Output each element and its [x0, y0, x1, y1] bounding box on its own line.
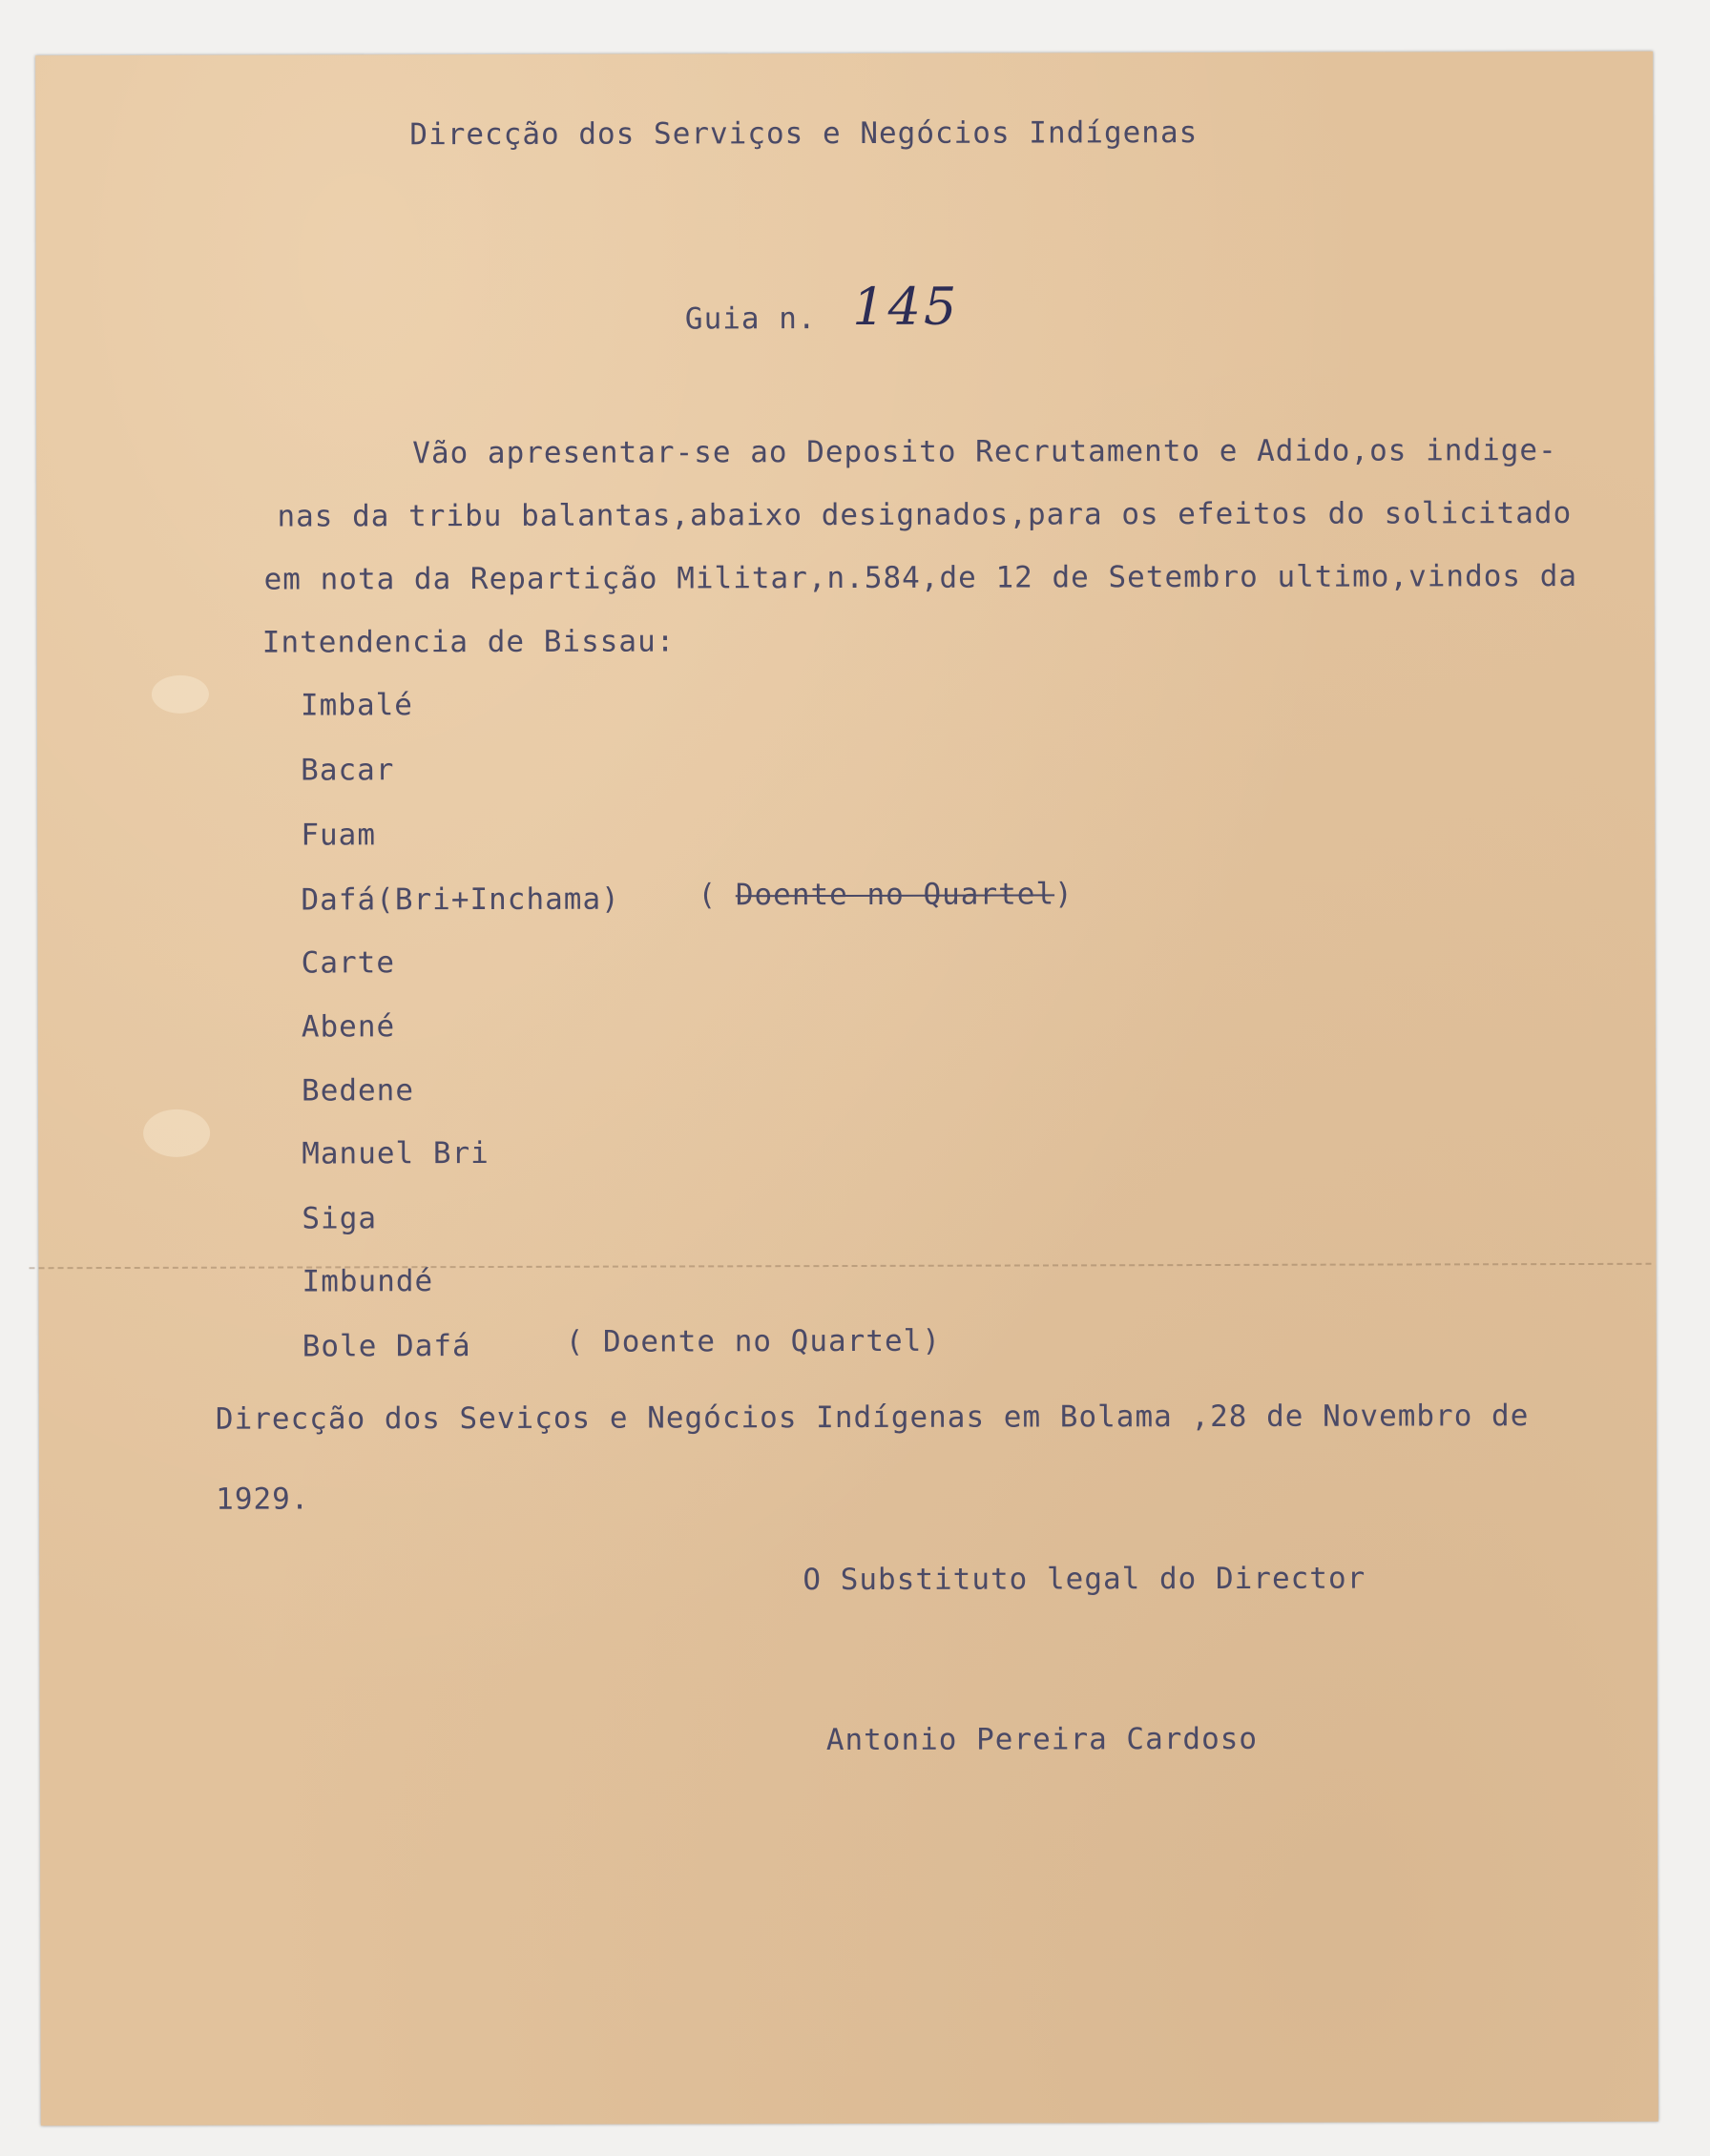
- body-line-1: Vão apresentar-se ao Deposito Recrutamento e Adido,os indige-: [412, 433, 1557, 471]
- name-list-item: Bole Dafá: [302, 1329, 471, 1364]
- document-heading: Direcção dos Serviços e Negócios Indígenas: [409, 115, 1199, 153]
- note-struck-text: Doente no Quartel: [735, 877, 1055, 913]
- guia-line: [684, 276, 960, 342]
- paper-fold-line: [29, 1263, 1651, 1269]
- closing-year: 1929.: [216, 1482, 310, 1517]
- note-close-paren: ): [1054, 877, 1074, 912]
- name-list-item: Carte: [301, 945, 396, 981]
- name-list-item: Imbalé: [300, 688, 413, 723]
- name-list-item: Abené: [301, 1009, 396, 1045]
- body-line-2: nas da tribu balantas,abaixo designados,para os efeitos do solicitado: [277, 496, 1573, 534]
- body-line-4: Intendencia de Bissau:: [261, 624, 676, 660]
- name-list-item: Fuam: [301, 818, 377, 853]
- paper-smudge: [152, 675, 209, 714]
- name-list-item: Dafá(Bri+Inchama): [301, 881, 620, 918]
- name-list-item: Imbundé: [302, 1264, 434, 1299]
- name-list-item: Bacar: [301, 753, 395, 788]
- note-bole: ( Doente no Quartel): [565, 1323, 942, 1359]
- guia-label: Guia n.: [684, 301, 817, 337]
- body-line-3: em nota da Repartição Militar,n.584,de 12 de Setembro ultimo,vindos da: [263, 558, 1578, 597]
- name-list-item: Bedene: [301, 1073, 415, 1109]
- signature-name: Antonio Pereira Cardoso: [825, 1721, 1259, 1758]
- guia-number-handwritten: 145: [852, 276, 960, 337]
- document-page: [35, 52, 1658, 2125]
- name-list-item: Manuel Bri: [302, 1135, 490, 1171]
- name-list-item: Siga: [302, 1201, 378, 1236]
- note-dafa: [698, 877, 1073, 912]
- signature-title: O Substituto legal do Director: [803, 1561, 1366, 1598]
- note-open-paren: (: [698, 878, 736, 913]
- paper-smudge: [143, 1109, 210, 1157]
- closing-line: Direcção dos Seviços e Negócios Indígenas em Bolama ,28 de Novembro de: [215, 1399, 1530, 1437]
